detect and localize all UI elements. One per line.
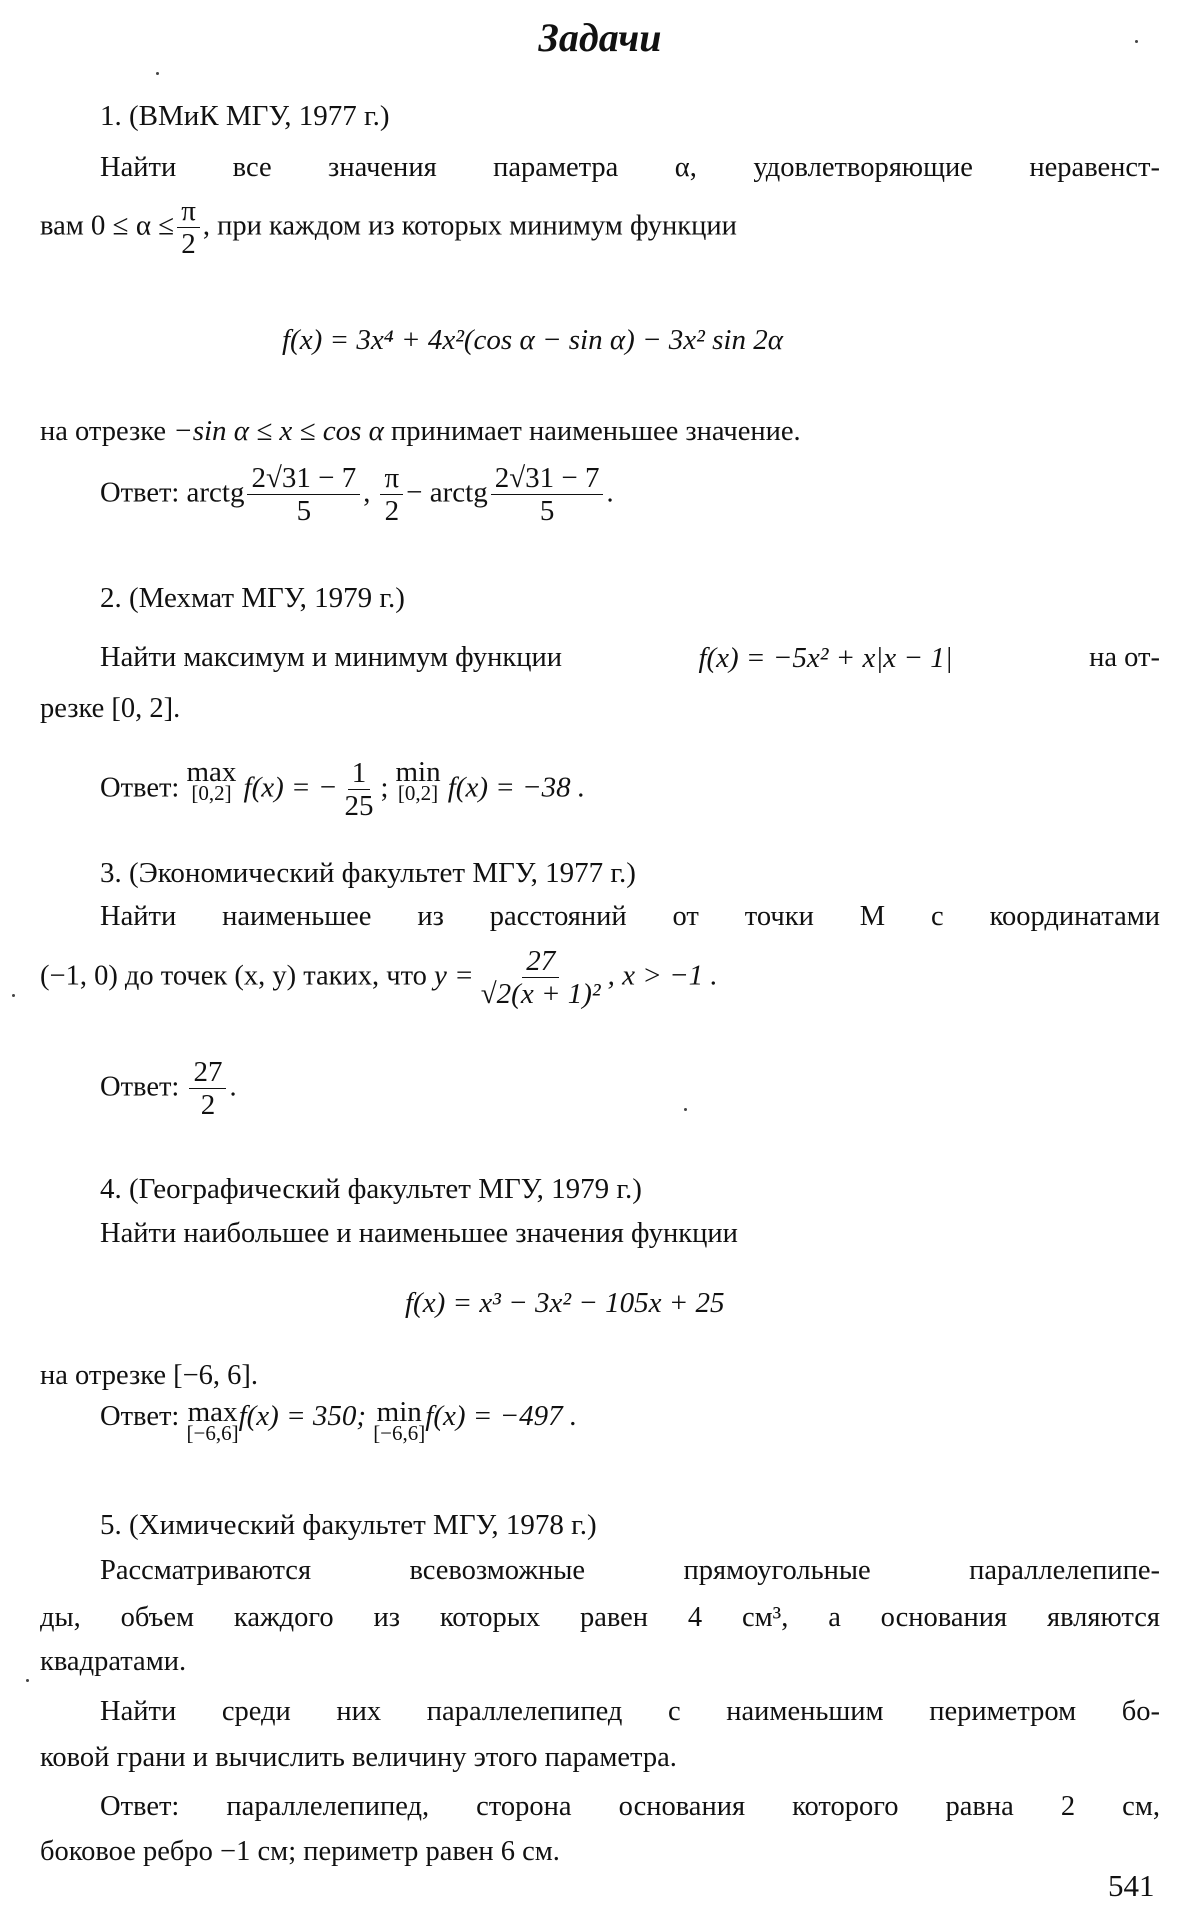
frac-num: 2√31 − 7	[247, 463, 360, 495]
max-label: max	[186, 756, 237, 788]
frac-num: 1	[348, 758, 371, 790]
scan-speck	[26, 1679, 29, 1682]
problem-3-answer: Ответ: $\frac{27}{2}$ .	[100, 1056, 237, 1122]
min-label: min	[395, 756, 441, 788]
minus-arctg-label: − arctg	[406, 476, 488, 509]
answer-fraction	[189, 1057, 226, 1121]
problem-1-text-line1: Найти все значения параметра α, удовлетворяющие неравенст-	[100, 152, 1160, 183]
problem-1-line2-pre: вам	[40, 210, 84, 242]
problem-1-condition: 0 ≤ α ≤	[90, 209, 175, 242]
problem-5-text-line3: квадратами.	[40, 1646, 187, 1677]
arctg-label: arctg	[186, 476, 245, 509]
problem-1-answer: Ответ: arctg $\frac{2√31 - 7}{5}$ , $\frac{\pi}{2}$ − arctg $\frac{2√31 - 7}{5}$ .	[100, 462, 614, 528]
problem-2-heading: 2. (Мехмат МГУ, 1979 г.)	[100, 582, 405, 614]
answer-label: Ответ:	[100, 1071, 180, 1103]
problem-2-line1-pre: Найти максимум и минимум функции	[100, 642, 563, 673]
max-operator	[186, 758, 236, 804]
problem-4-answer	[100, 1398, 577, 1444]
frac-num: 2√31 − 7	[491, 463, 604, 495]
problem-4-heading: 4. (Географический факультет МГУ, 1979 г.)	[100, 1173, 642, 1205]
max-subscript: [0,2]	[191, 781, 232, 805]
problem-1-line3-post: принимает наименьшее значение.	[390, 416, 801, 447]
page-number: 541	[1108, 1868, 1155, 1903]
scan-speck	[12, 994, 15, 997]
frac-num: π	[177, 196, 200, 228]
max-operator	[186, 1398, 238, 1444]
problem-4-text-line1: Найти наибольшее и наименьшее значения функции	[100, 1218, 738, 1249]
problem-2-formula: f(x) = −5x² + x|x − 1|	[698, 642, 953, 674]
answer-fraction-2	[491, 463, 604, 527]
problem-1-text-line2	[40, 196, 737, 260]
frac-num: 27	[522, 946, 559, 978]
frac-den: 2	[200, 1089, 216, 1122]
max-value-pre: f(x) = −	[243, 771, 338, 804]
page-title: Задачи	[538, 15, 662, 60]
problem-5-heading: 5. (Химический факультет МГУ, 1978 г.)	[100, 1509, 597, 1541]
problem-1-line3-pre: на отрезке	[40, 416, 166, 447]
min-subscript: [−6,6]	[373, 1421, 426, 1445]
problem-3-line2-post: , x > −1 .	[607, 959, 718, 992]
problem-1-pi-fraction	[177, 196, 200, 260]
problem-3-text-line2	[40, 946, 718, 1010]
min-operator	[373, 1398, 425, 1444]
max-subscript: [−6,6]	[186, 1421, 239, 1445]
problem-3-y: y =	[434, 959, 474, 992]
scan-speck	[684, 1108, 687, 1111]
scan-speck	[156, 72, 159, 75]
problem-5-answer-line2: боковое ребро −1 см; периметр равен 6 см.	[40, 1836, 560, 1867]
frac-num: π	[380, 463, 403, 495]
answer-label: Ответ:	[100, 1401, 180, 1432]
problem-3-fraction	[477, 946, 605, 1010]
problem-2-line1-post: на от-	[1089, 642, 1160, 673]
min-subscript: [0,2]	[397, 781, 439, 805]
problem-1-heading: 1. (ВМиК МГУ, 1977 г.)	[100, 100, 390, 132]
max-value-fraction	[340, 758, 377, 822]
problem-4-text-line2: на отрезке [−6, 6].	[40, 1360, 259, 1391]
problem-3-text-line1: Найти наименьшее из расстояний от точки M с координатами	[100, 901, 1160, 932]
frac-den: √2(x + 1)²	[480, 978, 601, 1011]
problem-5-text-line4: Найти среди них параллелепипед с наименьшим периметром бо-	[100, 1696, 1160, 1727]
problem-4-formula: f(x) = x³ − 3x² − 105x + 25	[405, 1287, 725, 1319]
problem-1-formula: f(x) = 3x⁴ + 4x²(cos α − sin α) − 3x² sin 2α	[282, 324, 783, 356]
problem-2-answer: Ответ: max [0,2] f(x) = − $\frac{1}{25}$ ; min [0,2] f(x) = −38 .	[100, 756, 586, 823]
answer-label: Ответ:	[100, 477, 180, 509]
answer-label: Ответ:	[100, 772, 180, 804]
min-value: f(x) = −38 .	[447, 771, 586, 804]
problem-5-text-line5: ковой грани и вычислить величину этого параметра.	[40, 1742, 677, 1773]
problem-5-text-line2: ды, объем каждого из которых равен 4 см³, а основания являются	[40, 1602, 1160, 1633]
problem-1-line2-post: , при каждом из которых минимум функции	[202, 210, 737, 242]
scan-speck	[1135, 40, 1138, 43]
frac-den: 5	[296, 495, 312, 528]
problem-2-text-line1	[100, 640, 1160, 676]
problem-1-segment: −sin α ≤ x ≤ cos α	[173, 415, 384, 447]
problem-3-line2-pre: (−1, 0) до точек (x, y) таких, что	[40, 960, 427, 992]
frac-den: 5	[539, 495, 555, 528]
max-label: max	[187, 1396, 238, 1428]
problem-2-text-line2: резке [0, 2].	[40, 693, 181, 724]
min-label: min	[376, 1396, 422, 1428]
frac-den: 2	[181, 228, 196, 261]
answer-fraction-1	[247, 463, 360, 527]
problem-5-answer-line1: Ответ: параллелепипед, сторона основания которого равна 2 см,	[100, 1791, 1160, 1822]
problem-5-text-line1: Рассматриваются всевозможные прямоугольные параллелепипе-	[100, 1555, 1160, 1586]
min-operator	[395, 758, 440, 804]
max-value: f(x) = 350;	[238, 1400, 367, 1432]
frac-den: 25	[344, 790, 374, 823]
problem-3-heading: 3. (Экономический факультет МГУ, 1977 г.)	[100, 857, 636, 889]
frac-num: 27	[189, 1057, 226, 1089]
frac-den: 2	[384, 495, 400, 528]
answer-pi-fraction	[380, 463, 403, 527]
problem-1-text-line3	[40, 413, 801, 450]
min-value: f(x) = −497 .	[425, 1400, 578, 1432]
